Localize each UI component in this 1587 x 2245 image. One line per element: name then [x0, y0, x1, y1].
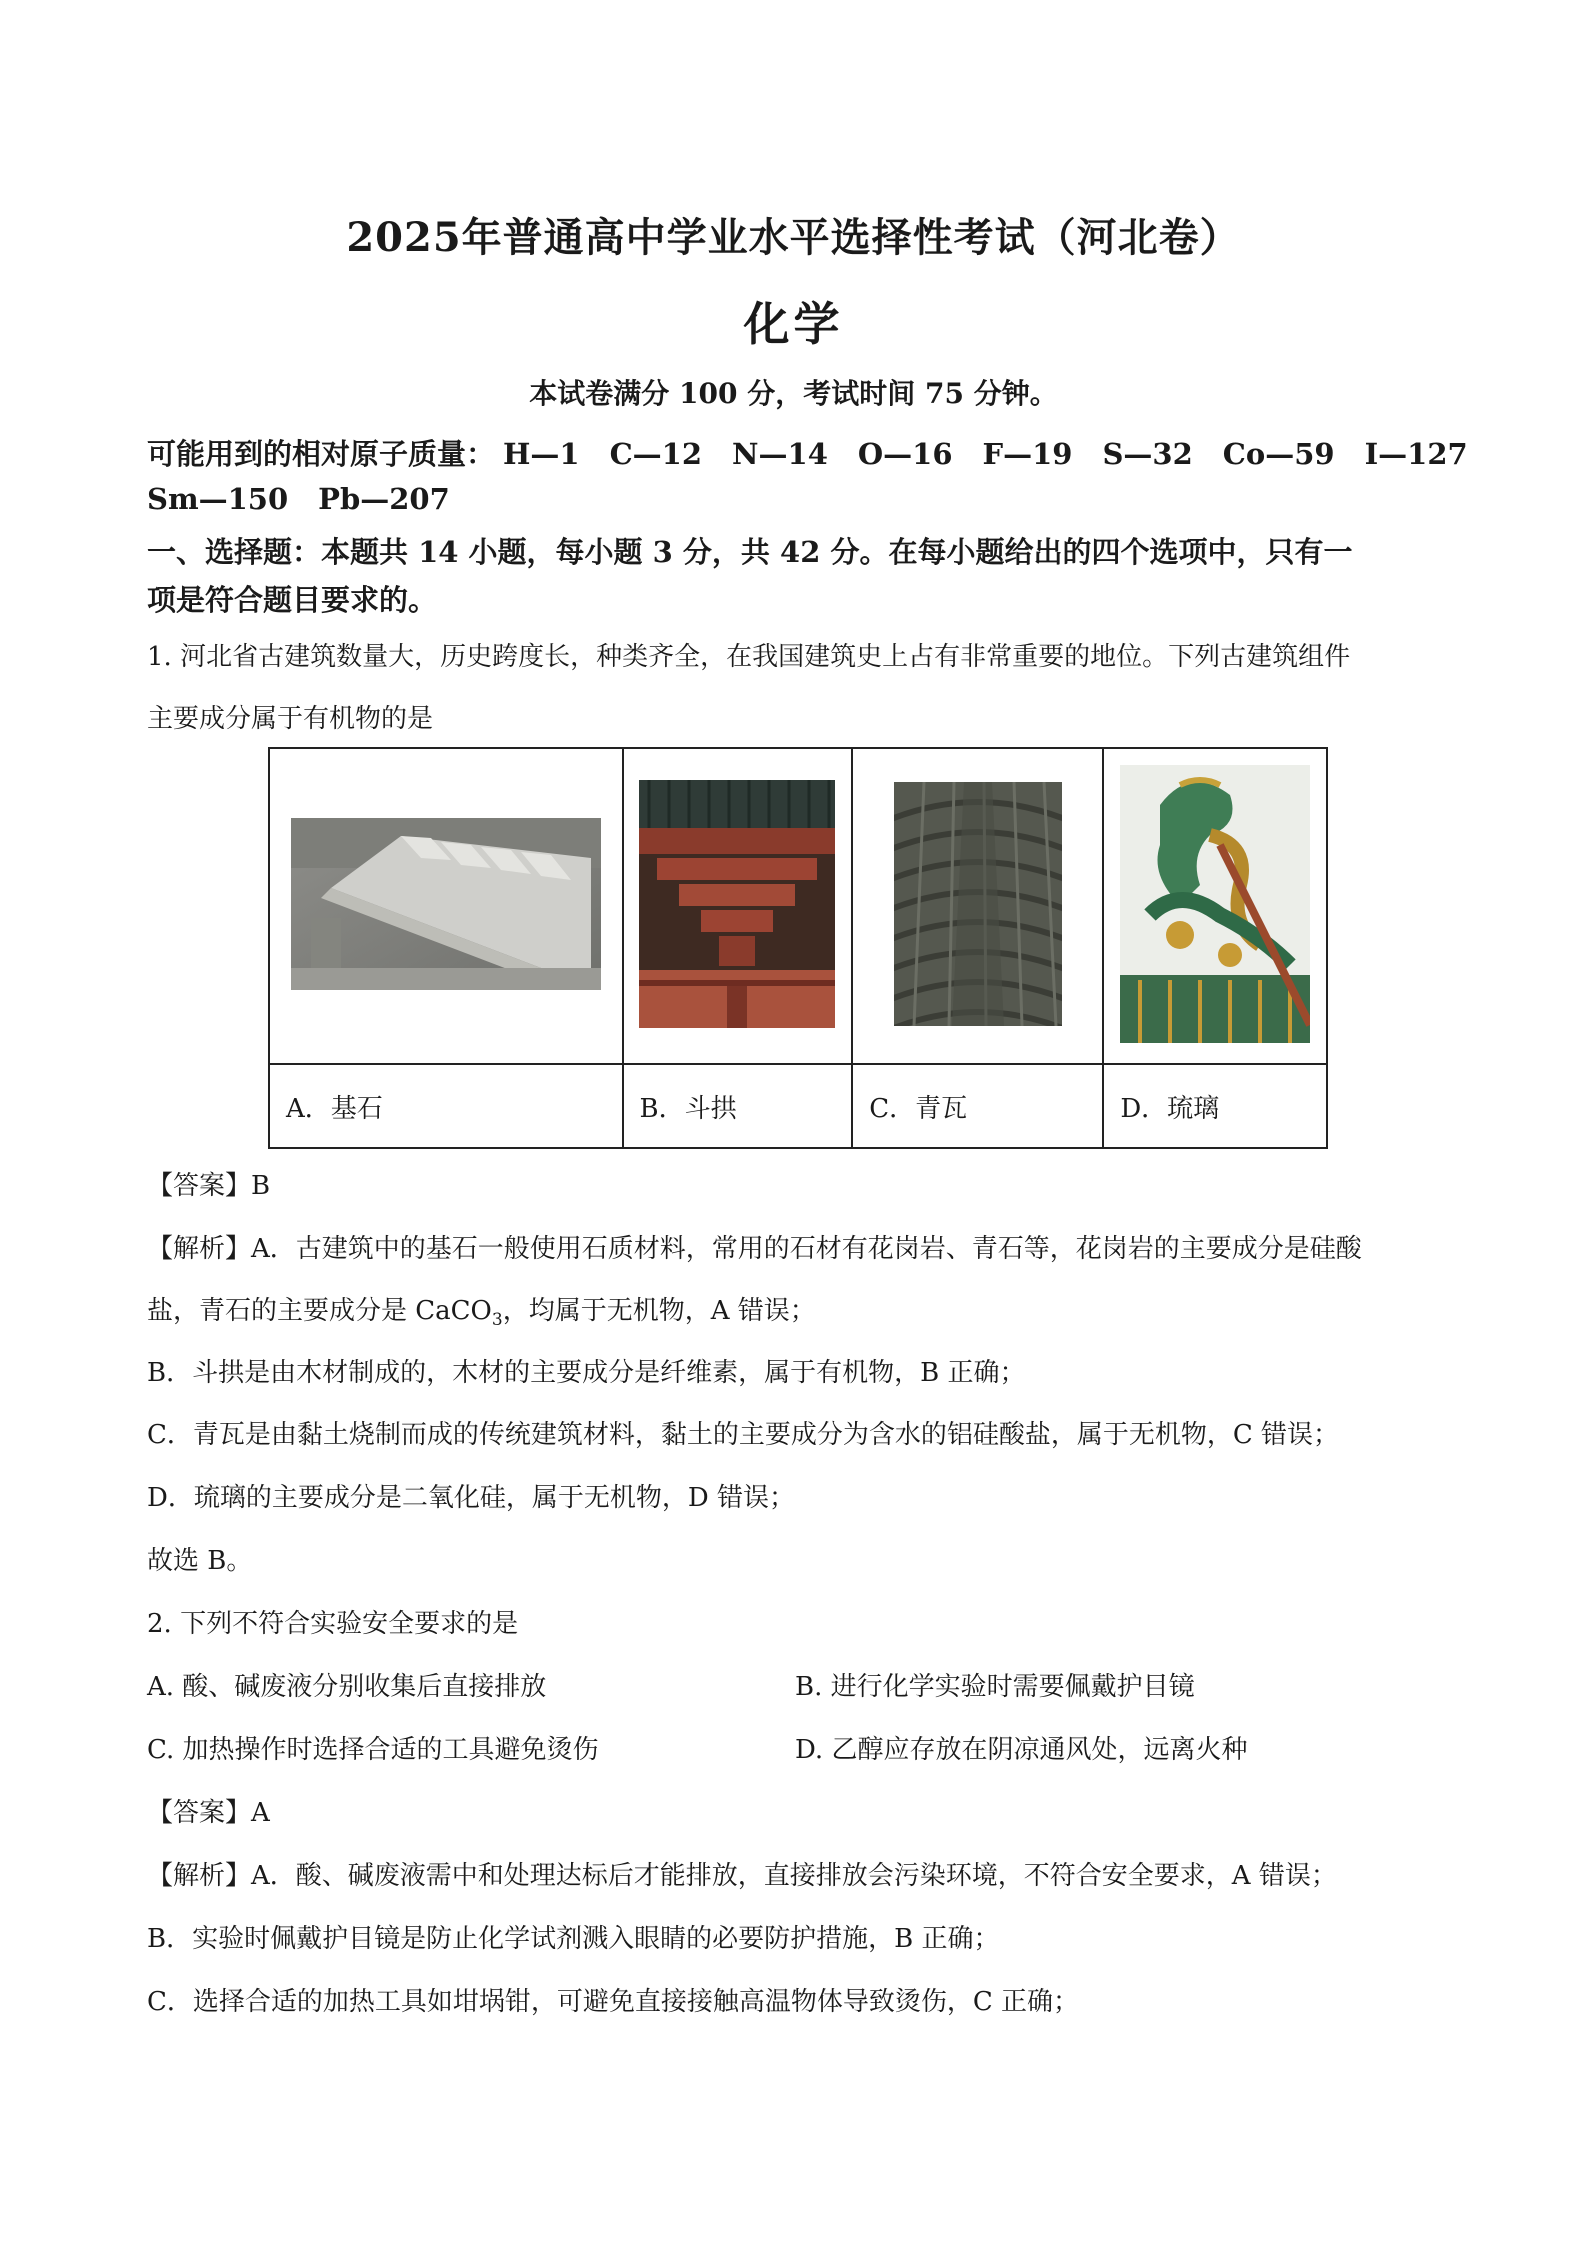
exam-note: 本试卷满分 100 分，考试时间 75 分钟。	[529, 377, 1058, 410]
atomic-mass-n: N—14	[732, 437, 828, 471]
atomic-mass-f: F—19	[982, 437, 1073, 471]
q1-answer: 【答案】B	[147, 1171, 271, 1201]
q1-analysis-a-line-2-pre: 盐，青石的主要成分是 CaCO	[147, 1296, 492, 1326]
stone-steps-photo-icon	[291, 818, 601, 990]
q1-analysis-d: D．琉璃的主要成分是二氧化硅，属于无机物，D 错误；	[147, 1483, 795, 1513]
q2-analysis-c: C．选择合适的加热工具如坩埚钳，可避免直接接触高温物体导致烫伤，C 正确；	[147, 1987, 1080, 2017]
q2-option-d: D. 乙醇应存放在阴凉通风处，远离火种	[795, 1735, 1248, 1765]
q1-analysis-a-line-2-post: ，均属于无机物，A 错误；	[502, 1296, 816, 1326]
exam-title: 2025年普通高中学业水平选择性考试（河北卷）	[346, 214, 1241, 261]
atomic-mass-line-2	[147, 482, 480, 516]
atomic-mass-o: O—16	[857, 437, 953, 471]
q1-option-c-label: C．青瓦	[852, 1064, 1103, 1148]
atomic-mass-pb: Pb—207	[318, 482, 450, 516]
atomic-mass-c: C—12	[609, 437, 703, 471]
q1-analysis-c: C．青瓦是由黏土烧制而成的传统建筑材料，黏土的主要成分为含水的铝硅酸盐，属于无机物，C 错误；	[147, 1420, 1340, 1450]
q2-analysis-a: 【解析】A．酸、碱废液需中和处理达标后才能排放，直接排放会污染环境，不符合安全要求，A 错误；	[147, 1861, 1337, 1891]
atomic-mass-i: I—127	[1364, 437, 1468, 471]
q2-option-c: C. 加热操作时选择合适的工具避免烫伤	[147, 1735, 599, 1765]
exam-subject: 化学	[743, 297, 844, 351]
q1-option-d-image-cell	[1103, 748, 1327, 1064]
q1-option-b-image-cell	[623, 748, 853, 1064]
q2-analysis-b: B．实验时佩戴护目镜是防止化学试剂溅入眼睛的必要防护措施，B 正确；	[147, 1924, 1000, 1954]
q1-option-b-label: B．斗拱	[623, 1064, 853, 1148]
q1-analysis-b: B．斗拱是由木材制成的，木材的主要成分是纤维素，属于有机物，B 正确；	[147, 1358, 1026, 1388]
q1-option-d-label: D．琉璃	[1103, 1064, 1327, 1148]
q1-analysis-a-line-2	[147, 1290, 816, 1330]
section-heading-line-2: 项是符合题目要求的。	[147, 583, 438, 617]
atomic-mass-co: Co—59	[1222, 437, 1335, 471]
atomic-mass-s: S—32	[1102, 437, 1193, 471]
q1-option-a-image-cell	[269, 748, 623, 1064]
atomic-mass-sm: Sm—150	[147, 482, 289, 516]
atomic-mass-label: 可能用到的相对原子质量：	[147, 437, 496, 471]
q1-stem-line-2: 主要成分属于有机物的是	[147, 704, 434, 734]
q2-option-a: A. 酸、碱废液分别收集后直接排放	[147, 1672, 547, 1702]
q1-options-table	[268, 747, 1328, 1149]
dougong-bracket-photo-icon	[639, 780, 835, 1028]
q2-answer: 【答案】A	[147, 1798, 270, 1828]
caco3-subscript: 3	[491, 1310, 503, 1331]
atomic-mass-line-1	[147, 432, 1498, 473]
grey-roof-tiles-photo-icon	[894, 782, 1062, 1026]
q1-option-a-label: A．基石	[269, 1064, 623, 1148]
q1-conclusion: 故选 B。	[147, 1546, 253, 1576]
q1-option-c-image-cell	[852, 748, 1103, 1064]
q1-stem-line-1: 1. 河北省古建筑数量大，历史跨度长，种类齐全，在我国建筑史上占有非常重要的地位。下列古建筑组件	[147, 642, 1351, 672]
glazed-dragon-ornament-photo-icon	[1120, 765, 1310, 1043]
atomic-mass-h: H—1	[503, 437, 580, 471]
section-heading-line-1: 一、选择题：本题共 14 小题，每小题 3 分，共 42 分。在每小题给出的四个选项中，只有一	[147, 535, 1353, 569]
q2-stem: 2. 下列不符合实验安全要求的是	[147, 1609, 519, 1639]
q2-option-b: B. 进行化学实验时需要佩戴护目镜	[795, 1672, 1195, 1702]
q1-analysis-a-line-1: 【解析】A．古建筑中的基石一般使用石质材料，常用的石材有花岗岩、青石等，花岗岩的主要成分是硅酸	[147, 1234, 1362, 1264]
